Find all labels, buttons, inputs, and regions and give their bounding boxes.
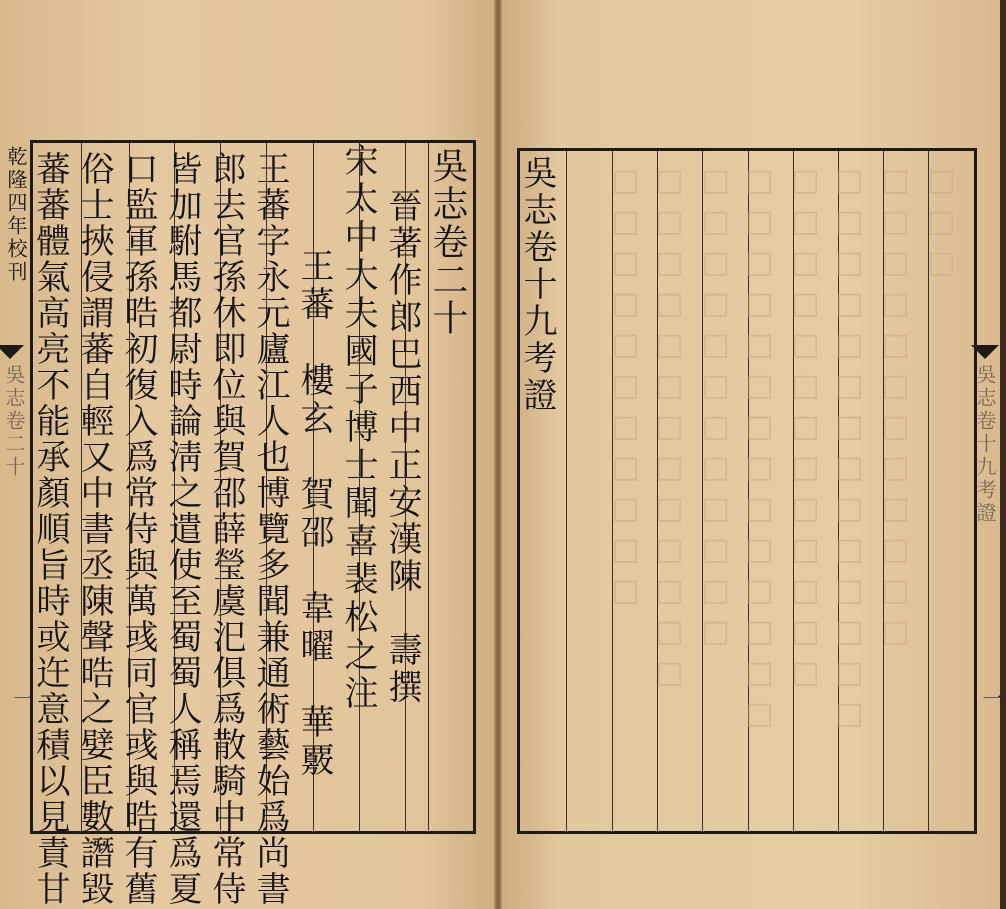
right-spine-label: 吳志卷十九考證	[973, 364, 997, 525]
left-page-number: 一	[10, 688, 34, 708]
text-column-2: 郎去官孫休即位與賀邵薛瑩虞汜俱爲散騎中常侍	[206, 151, 246, 907]
book-gutter	[494, 0, 502, 909]
author-line: 晉著作郎巴西中正安漢陳 壽撰	[382, 188, 422, 706]
show-through-text: □□□□□□□□□□□	[608, 163, 643, 614]
commentator-line: 宋太中大夫國子博士聞喜裴松之注	[338, 143, 378, 713]
right-page	[499, 0, 1003, 909]
show-through-text: □□□□□□□□□□□□□□	[742, 163, 777, 737]
left-text-frame	[30, 140, 476, 907]
text-column-5: 俗士挾侵謂蕃自輕又中書丞陳聲晧之嬖臣數譖毀	[74, 151, 114, 907]
show-through-text: □□□□□□□□□□□□	[878, 163, 913, 655]
right-title-column: 吳志卷十九考證	[517, 155, 557, 414]
text-column-1: 王蕃字永元廬江人也博覽多聞兼通術藝始爲尚書	[250, 151, 290, 907]
left-spine-label: 吳志卷二十	[2, 364, 26, 479]
right-page-number: 一	[979, 688, 1003, 708]
show-through-text: □□□	[924, 163, 959, 286]
text-column-3: 皆加駙馬都尉時論淸之遣使至蜀蜀人稱焉還爲夏	[162, 151, 202, 907]
left-page	[0, 0, 497, 909]
text-column-4: 口監軍孫晧初復入爲常侍與萬彧同官彧與晧有舊	[118, 151, 158, 907]
fishtail-mark	[0, 345, 24, 359]
chapter-title: 吳志卷二十	[427, 147, 468, 337]
show-through-text: □□□□□□□□□□□□□	[652, 163, 687, 696]
names-line: 王蕃 樓玄 賀邵 韋曜 華覈	[294, 248, 334, 780]
text-column-6: 蕃蕃體氣高亮不能承顏順旨時或迕意積以見責甘	[30, 151, 70, 907]
right-text-frame	[517, 148, 977, 834]
margin-note: 乾隆四年校刊	[4, 146, 28, 284]
show-through-text: □□□□□□□□□□□□□	[788, 163, 823, 696]
show-through-text: □□□□□□□□□□□□□□	[832, 163, 867, 737]
fishtail-mark	[971, 345, 999, 359]
show-through-text: □□□□□□□□□□□□	[698, 163, 733, 655]
